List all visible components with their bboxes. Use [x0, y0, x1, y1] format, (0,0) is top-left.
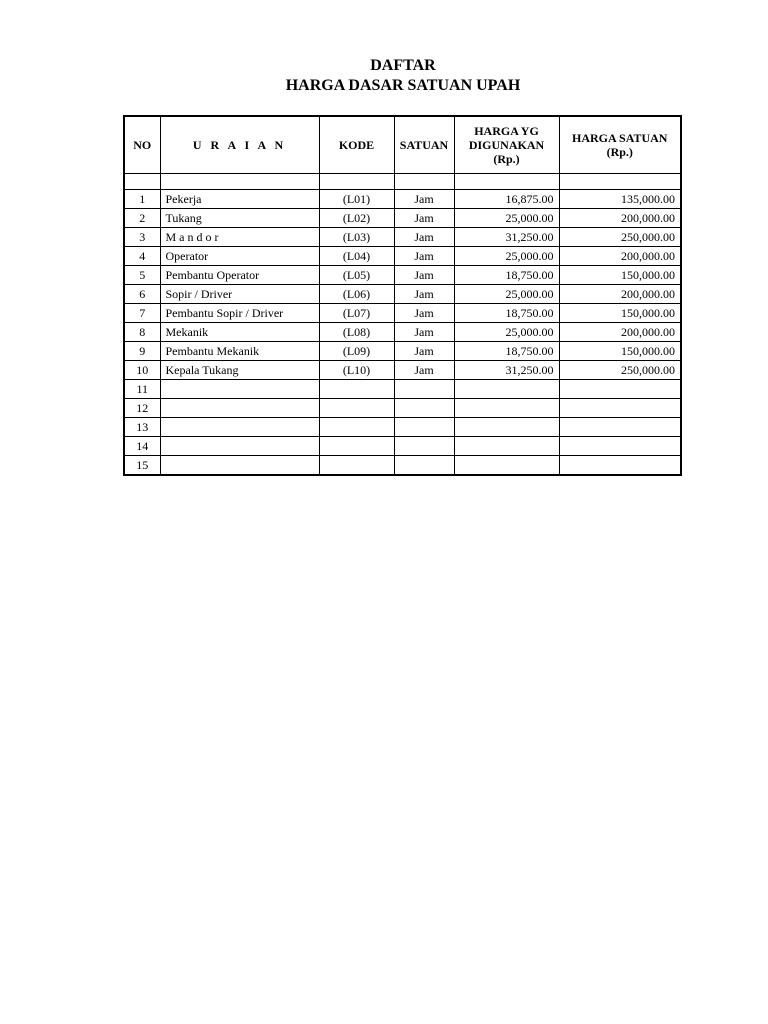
cell-kode: (L03)	[319, 228, 394, 247]
header-kode: KODE	[319, 116, 394, 174]
cell-harga-satuan	[559, 418, 681, 437]
table-row	[124, 437, 681, 456]
cell-harga-digunakan	[454, 456, 559, 476]
cell-uraian	[160, 437, 319, 456]
cell-harga-digunakan	[454, 418, 559, 437]
table-row	[124, 285, 681, 304]
table-row	[124, 342, 681, 361]
cell-uraian: Pembantu Operator	[160, 266, 319, 285]
cell-kode: (L08)	[319, 323, 394, 342]
cell-kode: (L07)	[319, 304, 394, 323]
cell-satuan	[394, 380, 454, 399]
cell-no: 6	[124, 285, 160, 304]
cell-satuan	[394, 418, 454, 437]
cell-harga-satuan	[559, 380, 681, 399]
table-row	[124, 323, 681, 342]
table-row	[124, 228, 681, 247]
cell-no: 3	[124, 228, 160, 247]
header-no: NO	[124, 116, 160, 174]
cell-no: 8	[124, 323, 160, 342]
table-row	[124, 304, 681, 323]
header-satuan: SATUAN	[394, 116, 454, 174]
cell-uraian: Kepala Tukang	[160, 361, 319, 380]
cell-harga-satuan: 150,000.00	[559, 342, 681, 361]
cell-harga-digunakan: 18,750.00	[454, 342, 559, 361]
cell-satuan: Jam	[394, 361, 454, 380]
cell-harga-digunakan: 25,000.00	[454, 209, 559, 228]
cell-harga-satuan	[559, 456, 681, 476]
cell-no: 14	[124, 437, 160, 456]
cell-no: 4	[124, 247, 160, 266]
cell-kode: (L04)	[319, 247, 394, 266]
cell-no: 13	[124, 418, 160, 437]
cell-uraian: Sopir / Driver	[160, 285, 319, 304]
table-row	[124, 380, 681, 399]
cell-no: 7	[124, 304, 160, 323]
cell-kode	[319, 380, 394, 399]
cell-harga-digunakan: 25,000.00	[454, 285, 559, 304]
cell-uraian: Pekerja	[160, 190, 319, 209]
cell-uraian: M a n d o r	[160, 228, 319, 247]
cell-harga-digunakan: 18,750.00	[454, 266, 559, 285]
cell-kode: (L10)	[319, 361, 394, 380]
cell-no: 11	[124, 380, 160, 399]
cell-no: 15	[124, 456, 160, 476]
cell-kode	[319, 399, 394, 418]
table-row	[124, 418, 681, 437]
cell-harga-satuan: 200,000.00	[559, 285, 681, 304]
cell-uraian: Tukang	[160, 209, 319, 228]
cell-kode: (L01)	[319, 190, 394, 209]
spacer-cell	[394, 174, 454, 190]
cell-harga-satuan: 250,000.00	[559, 361, 681, 380]
header-uraian: U R A I A N	[160, 116, 319, 174]
cell-harga-satuan: 135,000.00	[559, 190, 681, 209]
cell-kode: (L06)	[319, 285, 394, 304]
table-row	[124, 190, 681, 209]
title-harga-dasar-satuan-upah: HARGA DASAR SATUAN UPAH	[285, 77, 521, 94]
cell-uraian: Mekanik	[160, 323, 319, 342]
table-header-row	[124, 116, 681, 174]
cell-harga-satuan: 200,000.00	[559, 323, 681, 342]
title-daftar: DAFTAR	[370, 57, 436, 74]
cell-harga-digunakan	[454, 399, 559, 418]
cell-no: 12	[124, 399, 160, 418]
cell-harga-digunakan: 25,000.00	[454, 323, 559, 342]
cell-satuan: Jam	[394, 209, 454, 228]
cell-kode: (L02)	[319, 209, 394, 228]
spacer-cell	[319, 174, 394, 190]
cell-no: 9	[124, 342, 160, 361]
table-row	[124, 456, 681, 476]
cell-harga-satuan	[559, 399, 681, 418]
cell-satuan: Jam	[394, 266, 454, 285]
cell-harga-digunakan	[454, 380, 559, 399]
spacer-cell	[559, 174, 681, 190]
cell-harga-satuan: 200,000.00	[559, 247, 681, 266]
cell-no: 1	[124, 190, 160, 209]
cell-kode	[319, 437, 394, 456]
cell-satuan	[394, 399, 454, 418]
cell-satuan: Jam	[394, 285, 454, 304]
cell-uraian	[160, 456, 319, 476]
cell-satuan: Jam	[394, 342, 454, 361]
cell-uraian: Pembantu Sopir / Driver	[160, 304, 319, 323]
cell-harga-digunakan: 25,000.00	[454, 247, 559, 266]
cell-kode: (L05)	[319, 266, 394, 285]
cell-harga-satuan: 250,000.00	[559, 228, 681, 247]
spacer-cell	[124, 174, 160, 190]
cell-uraian	[160, 399, 319, 418]
cell-harga-satuan: 200,000.00	[559, 209, 681, 228]
cell-harga-satuan: 150,000.00	[559, 266, 681, 285]
cell-harga-digunakan: 31,250.00	[454, 361, 559, 380]
table-row	[124, 247, 681, 266]
cell-uraian	[160, 418, 319, 437]
cell-uraian: Pembantu Mekanik	[160, 342, 319, 361]
table-spacer-row	[124, 174, 681, 190]
document-title	[0, 56, 768, 96]
cell-no: 2	[124, 209, 160, 228]
cell-uraian	[160, 380, 319, 399]
spacer-cell	[160, 174, 319, 190]
cell-no: 5	[124, 266, 160, 285]
cell-satuan: Jam	[394, 247, 454, 266]
cell-harga-digunakan: 18,750.00	[454, 304, 559, 323]
cell-harga-digunakan	[454, 437, 559, 456]
header-harga-yg-digunakan: HARGA YG DIGUNAKAN (Rp.)	[454, 116, 559, 174]
cell-kode: (L09)	[319, 342, 394, 361]
table-row	[124, 399, 681, 418]
cell-harga-digunakan: 16,875.00	[454, 190, 559, 209]
table-row	[124, 209, 681, 228]
spacer-cell	[454, 174, 559, 190]
cell-kode	[319, 418, 394, 437]
cell-satuan	[394, 437, 454, 456]
table-row	[124, 361, 681, 380]
header-harga-satuan: HARGA SATUAN (Rp.)	[559, 116, 681, 174]
cell-satuan: Jam	[394, 304, 454, 323]
cell-harga-satuan: 150,000.00	[559, 304, 681, 323]
cell-no: 10	[124, 361, 160, 380]
wage-price-table	[123, 115, 682, 476]
table-row	[124, 266, 681, 285]
cell-harga-digunakan: 31,250.00	[454, 228, 559, 247]
cell-satuan: Jam	[394, 228, 454, 247]
cell-harga-satuan	[559, 437, 681, 456]
cell-kode	[319, 456, 394, 476]
cell-satuan	[394, 456, 454, 476]
cell-uraian: Operator	[160, 247, 319, 266]
cell-satuan: Jam	[394, 190, 454, 209]
cell-satuan: Jam	[394, 323, 454, 342]
